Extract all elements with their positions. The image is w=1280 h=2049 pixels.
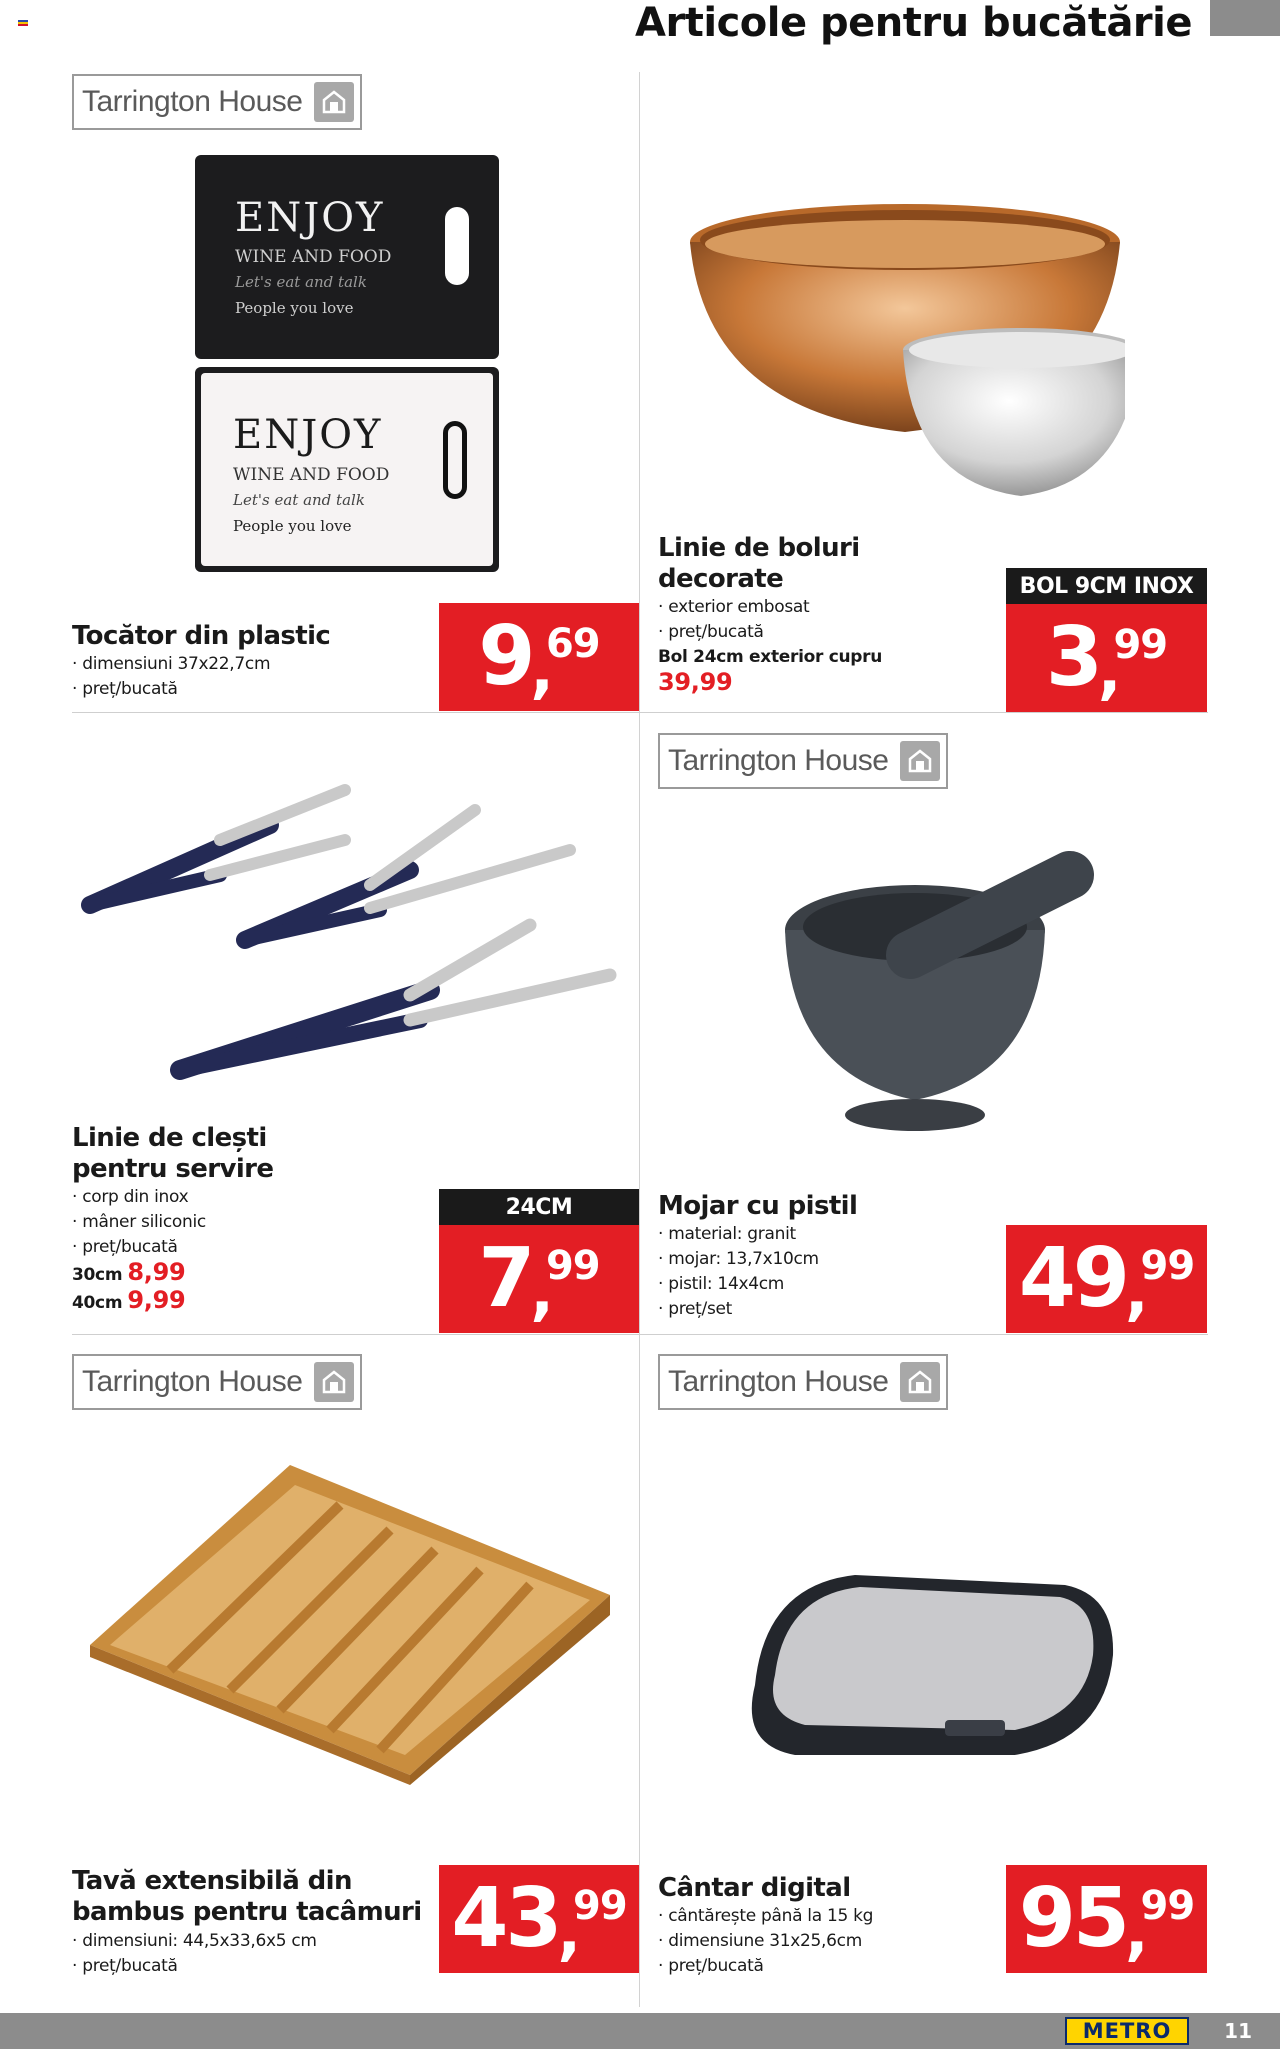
row-divider <box>72 712 1208 713</box>
product-details: · corp din inox · mâner siliconic · preț/bucată 30cm 8,99 40cm 9,99 <box>72 1187 206 1314</box>
board-text-eat: Let's eat and talk <box>233 491 365 509</box>
price-tag: 43 , 99 <box>439 1865 639 1973</box>
size-tag: 24CM <box>439 1189 639 1225</box>
row-divider <box>72 1334 1208 1335</box>
board-text-people: People you love <box>235 299 354 317</box>
product-title: Linie de boluri decorate <box>658 533 860 594</box>
page-title: Articole pentru bucătărie <box>635 0 1192 46</box>
column-divider <box>639 72 640 2007</box>
brand-logo-text: Tarrington House <box>82 85 303 118</box>
house-logo-icon <box>314 82 354 122</box>
price-tag: 49 , 99 <box>1006 1225 1207 1333</box>
brand-logo <box>72 74 362 130</box>
product-title: Mojar cu pistil <box>658 1191 858 1221</box>
brand-logo-text: Tarrington House <box>82 1365 303 1398</box>
board-handle <box>443 421 467 499</box>
tongs-image <box>80 780 625 1090</box>
bamboo-tray-image <box>90 1465 610 1785</box>
cutting-board-black-image <box>195 155 499 359</box>
price-tag: 3 , 99 <box>1006 604 1207 712</box>
brand-logo <box>658 733 948 789</box>
board-text-people: People you love <box>233 517 352 535</box>
digital-scale-image <box>735 1565 1115 1765</box>
board-text-wine: WINE AND FOOD <box>235 247 392 267</box>
board-text-enjoy: ENJOY <box>233 412 383 458</box>
house-logo-icon <box>900 1362 940 1402</box>
product-details: · material: granit · mojar: 13,7x10cm · pistil: 14x4cm · preț/set <box>658 1224 819 1319</box>
cutting-board-white-image <box>195 367 499 572</box>
board-text-wine: WINE AND FOOD <box>233 465 390 485</box>
board-text-enjoy: ENJOY <box>235 195 385 241</box>
flag-icon <box>18 20 28 26</box>
house-logo-icon <box>314 1362 354 1402</box>
brand-logo <box>72 1354 362 1410</box>
board-handle <box>445 207 469 285</box>
brand-logo-text: Tarrington House <box>668 744 889 777</box>
page-number: 11 <box>1224 2019 1252 2043</box>
mortar-pestle-image <box>780 845 1125 1145</box>
header-bar <box>1210 0 1280 36</box>
price-tag: 7 , 99 <box>439 1225 639 1333</box>
product-title: Linie de clești pentru servire <box>72 1123 274 1184</box>
brand-logo <box>658 1354 948 1410</box>
product-title: Tocător din plastic <box>72 621 331 651</box>
board-text-eat: Let's eat and talk <box>235 273 367 291</box>
product-details: · dimensiuni: 44,5x33,6x5 cm · preț/bucată <box>72 1931 317 1976</box>
product-details: · exterior embosat · preț/bucată Bol 24cm exterior cupru 39,99 <box>658 597 883 696</box>
product-title: Tavă extensibilă din bambus pentru tacâmuri <box>72 1866 422 1927</box>
product-details: · cântărește până la 15 kg · dimensiune 31x25,6cm · preț/bucată <box>658 1906 874 1976</box>
product-details: · dimensiuni 37x22,7cm · preț/bucată <box>72 654 271 699</box>
bowls-image <box>685 200 1125 500</box>
house-logo-icon <box>900 741 940 781</box>
metro-logo <box>1065 2017 1189 2045</box>
brand-logo-text: Tarrington House <box>668 1365 889 1398</box>
regular-price: 39,99 <box>658 668 733 696</box>
price-tag: 95 , 99 <box>1006 1865 1207 1973</box>
product-title: Cântar digital <box>658 1873 851 1903</box>
metro-logo-text: METRO <box>1082 2019 1172 2043</box>
price-tag: 9 , 69 <box>439 603 639 711</box>
size-tag: BOL 9CM INOX <box>1006 568 1207 604</box>
